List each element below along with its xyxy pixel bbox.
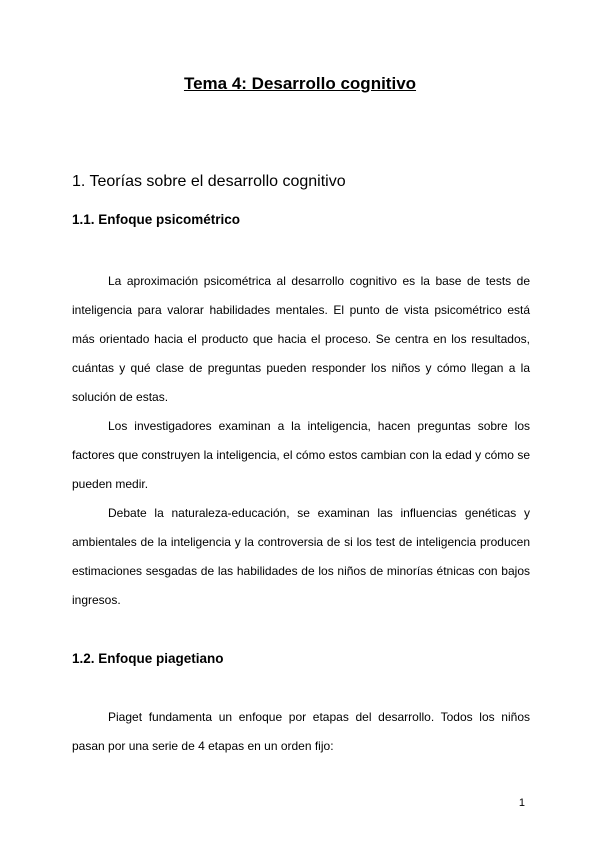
subsection-heading-psicometrico: 1.1. Enfoque psicométrico xyxy=(72,212,241,227)
subsection-heading-piagetiano: 1.2. Enfoque piagetiano xyxy=(72,651,224,666)
subsection-body-psicometrico xyxy=(72,267,530,615)
paragraph: La aproximación psicométrica al desarrollo cognitivo es la base de tests de inteligencia para valorar habilidades mentales. El punto de vista psicométrico está más orientado hacia el producto que hacia el proceso. Se centra en los resultados, cuántas y qué clase de preguntas pueden responder los niños y cómo llegan a la solución de estas. xyxy=(72,274,530,404)
subsection-body-piagetiano xyxy=(72,703,530,761)
paragraph: Debate la naturaleza-educación, se examinan las influencias genéticas y ambientales de la inteligencia y la controversia de si los test de inteligencia producen estimaciones sesgadas de las habilidades de los niños de minorías étnicas con bajos ingresos. xyxy=(72,506,530,607)
document-title: Tema 4: Desarrollo cognitivo xyxy=(183,74,417,93)
paragraph: Los investigadores examinan a la inteligencia, hacen preguntas sobre los factores que construyen la inteligencia, el cómo estos cambian con la edad y cómo se pueden medir. xyxy=(72,419,530,491)
page-number: 1 xyxy=(518,797,525,809)
section-heading-teorias: 1. Teorías sobre el desarrollo cognitivo xyxy=(72,173,346,190)
paragraph: Piaget fundamenta un enfoque por etapas del desarrollo. Todos los niños pasan por una serie de 4 etapas en un orden fijo: xyxy=(72,710,530,753)
